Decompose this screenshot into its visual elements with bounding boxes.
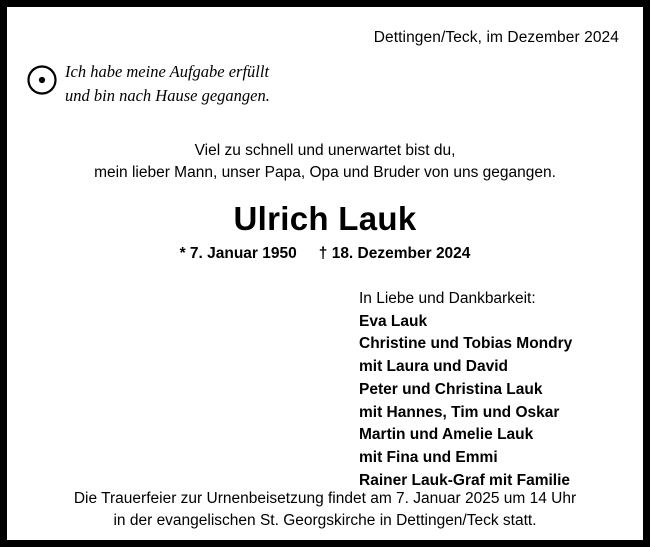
family-block <box>359 288 572 492</box>
intro-line-1: Viel zu schnell und unerwartet bist du, <box>194 142 456 159</box>
funeral-info <box>7 488 643 533</box>
place-and-date: Dettingen/Teck, im Dezember 2024 <box>373 29 619 46</box>
sun-cross-icon <box>25 63 59 97</box>
family-member: Peter und Christina Lauk <box>359 380 543 398</box>
life-dates <box>7 245 643 263</box>
family-member: Eva Lauk <box>359 312 428 330</box>
verse-text <box>65 60 270 108</box>
verse-block <box>25 60 270 108</box>
family-member: Christine und Tobias Mondry <box>359 335 573 353</box>
family-member: Rainer Lauk-Graf mit Familie <box>359 471 571 489</box>
intro-text <box>7 140 643 185</box>
family-member: mit Hannes, Tim und Oskar <box>359 403 560 421</box>
funeral-info-line-1: Die Trauerfeier zur Urnenbeisetzung findet am 7. Januar 2025 um 14 Uhr <box>73 490 577 507</box>
intro-line-2: mein lieber Mann, unser Papa, Opa und Bruder von uns gegangen. <box>94 164 556 182</box>
deceased-name: Ulrich Lauk <box>233 200 417 237</box>
family-member: mit Laura und David <box>359 358 508 376</box>
family-heading: In Liebe und Dankbarkeit: <box>359 290 536 307</box>
birth-date: * 7. Januar 1950 <box>179 245 297 262</box>
verse-line-2: und bin nach Hause gegangen. <box>65 85 270 105</box>
death-date: † 18. Dezember 2024 <box>318 245 471 262</box>
family-member: Martin und Amelie Lauk <box>359 426 534 444</box>
notice-inner <box>7 7 643 540</box>
family-member: mit Fina und Emmi <box>359 448 498 466</box>
funeral-info-line-2: in der evangelischen St. Georgskirche in Dettingen/Teck statt. <box>113 512 537 530</box>
verse-line-1: Ich habe meine Aufgabe erfüllt <box>65 62 270 81</box>
